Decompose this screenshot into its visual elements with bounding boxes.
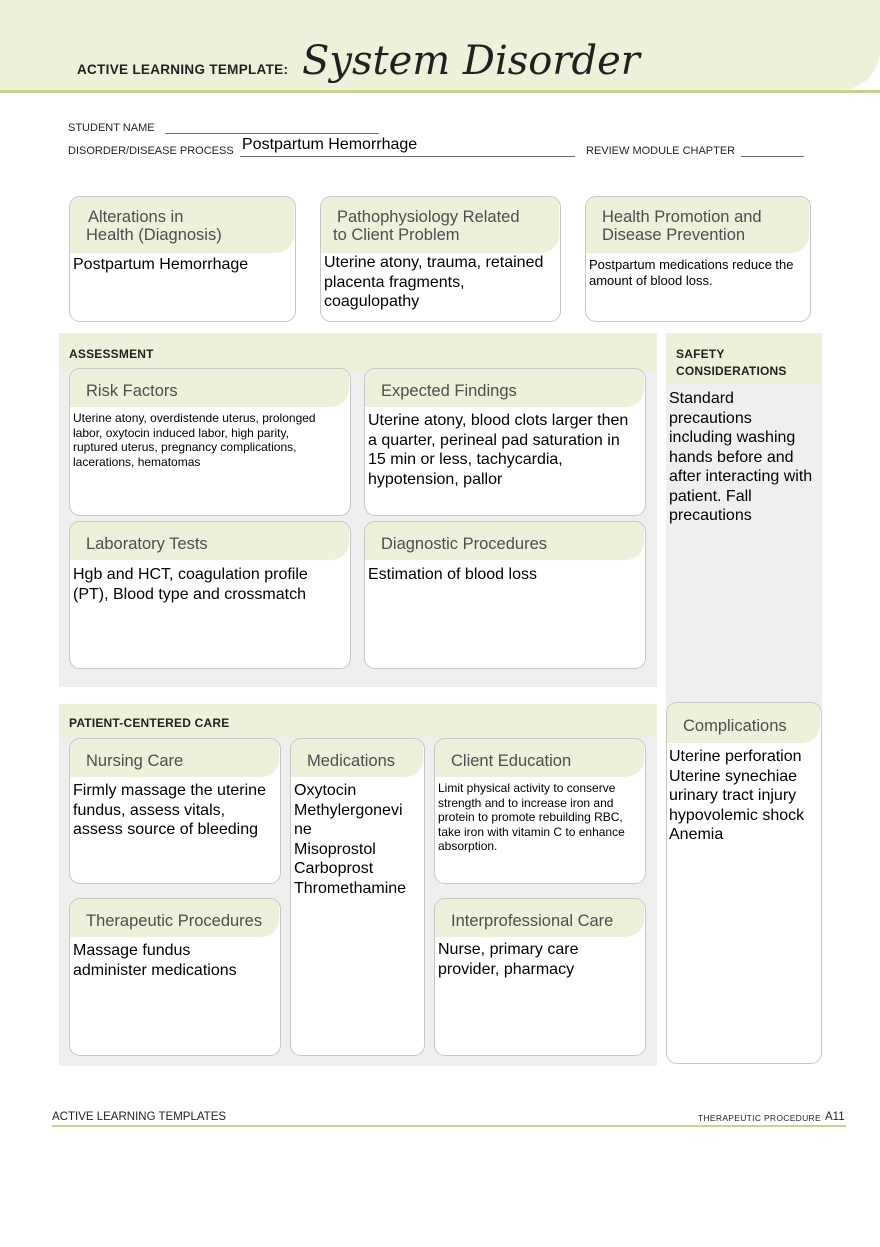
- complication-line: Anemia: [669, 826, 724, 843]
- medications-title: Medications: [291, 739, 423, 777]
- medication-line: ne: [294, 821, 312, 838]
- medication-line: Thromethamine: [294, 879, 407, 897]
- complications-box: [666, 702, 822, 1064]
- interprofessional-care-box: [434, 898, 646, 1056]
- alterations-title-line1: Alterations in: [88, 208, 184, 226]
- client-education-box: [434, 738, 646, 884]
- review-module-label: REVIEW MODULE CHAPTER: [586, 145, 736, 157]
- laboratory-tests-content: Hgb and HCT, coagulation profile (PT), Blood type and crossmatch: [73, 566, 308, 603]
- nursing-care-content: Firmly massage the uterine fundus, assess vitals, assess source of bleeding: [73, 782, 266, 838]
- client-education-title: Client Education: [435, 739, 644, 777]
- pathophysiology-title-line1: Pathophysiology Related: [337, 208, 520, 226]
- complication-line: urinary tract injury: [669, 787, 797, 804]
- pathophysiology-box: [320, 196, 561, 322]
- student-name-label: STUDENT NAME: [68, 122, 155, 134]
- therapeutic-procedures-content: [70, 937, 280, 980]
- risk-factors-box: [69, 368, 351, 516]
- student-name-field[interactable]: [165, 118, 379, 134]
- safety-heading-line1: SAFETY: [676, 347, 725, 361]
- alterations-title-line2: Health (Diagnosis): [86, 226, 222, 244]
- therapeutic-procedures-title: Therapeutic Procedures: [70, 899, 279, 937]
- disorder-field[interactable]: [240, 136, 575, 157]
- assessment-heading: ASSESSMENT: [69, 347, 154, 361]
- laboratory-tests-title: Laboratory Tests: [70, 522, 349, 560]
- review-module-field[interactable]: [741, 141, 804, 157]
- diagnostic-procedures-content: Estimation of blood loss: [368, 566, 537, 583]
- therapeutic-line: Massage fundus: [73, 942, 191, 959]
- complications-content: [667, 743, 821, 845]
- disorder-label: DISORDER/DISEASE PROCESS: [68, 145, 234, 157]
- template-label: ACTIVE LEARNING TEMPLATE:: [77, 62, 289, 77]
- diagnostic-procedures-title: Diagnostic Procedures: [365, 522, 644, 560]
- interprofessional-care-content: Nurse, primary care provider, pharmacy: [438, 941, 579, 978]
- expected-findings-content: Uterine atony, blood clots larger then a quarter, perineal pad saturation in 15 min or less, tachycardia, hypotension, pallor: [368, 412, 629, 488]
- expected-findings-box: [364, 368, 646, 516]
- risk-factors-title: Risk Factors: [70, 369, 349, 407]
- medication-line: Oxytocin: [294, 782, 357, 799]
- health-promotion-title-line1: Health Promotion and: [602, 208, 762, 226]
- complication-line: hypovolemic shock: [669, 806, 805, 824]
- medication-line: Methylergonevi: [294, 801, 403, 819]
- health-promotion-header: [586, 197, 809, 253]
- footer-section-label: THERAPEUTIC PROCEDURE: [698, 1113, 821, 1123]
- alterations-in-health-box: [69, 196, 296, 322]
- disorder-value: Postpartum Hemorrhage: [242, 136, 418, 153]
- template-title: System Disorder: [302, 38, 640, 84]
- patient-care-heading: PATIENT-CENTERED CARE: [69, 716, 230, 730]
- client-education-content: Limit physical activity to conserve strength and to increase iron and protein to promote rebuilding RBC, take iron with vitamin C to enhance absorption.: [438, 781, 625, 853]
- safety-content: Standard precautions including washing hands before and after interacting with patient. Fall precautions: [669, 390, 813, 524]
- safety-heading: [676, 346, 787, 380]
- alterations-content: Postpartum Hemorrhage: [73, 256, 249, 273]
- alterations-header: [70, 197, 294, 253]
- footer-page-number: A11: [825, 1111, 845, 1123]
- medication-line: Misoprostol: [294, 840, 376, 858]
- therapeutic-line: administer medications: [73, 961, 237, 979]
- medication-line: Carboprost: [294, 860, 374, 877]
- safety-panel: [666, 333, 822, 733]
- health-promotion-title-line2: Disease Prevention: [602, 226, 746, 244]
- diagnostic-procedures-box: [364, 521, 646, 669]
- laboratory-tests-box: [69, 521, 351, 669]
- footer-divider: [52, 1125, 846, 1127]
- therapeutic-procedures-box: [69, 898, 281, 1056]
- complication-line: Uterine synechiae: [669, 767, 798, 785]
- complications-title: Complications: [667, 703, 820, 743]
- pathophysiology-title-line2: to Client Problem: [333, 226, 460, 244]
- header-divider: [0, 90, 880, 93]
- complication-line: Uterine perforation: [669, 748, 802, 765]
- interprofessional-care-title: Interprofessional Care: [435, 899, 644, 937]
- pathophysiology-header: [321, 197, 559, 253]
- expected-findings-title: Expected Findings: [365, 369, 644, 407]
- footer-left-text: ACTIVE LEARNING TEMPLATES: [52, 1111, 227, 1123]
- health-promotion-box: [585, 196, 811, 322]
- medications-box: [290, 738, 425, 1056]
- safety-heading-line2: CONSIDERATIONS: [676, 364, 787, 378]
- pathophysiology-content: Uterine atony, trauma, retained placenta fragments, coagulopathy: [324, 254, 544, 310]
- nursing-care-title: Nursing Care: [70, 739, 279, 777]
- medications-content: [291, 777, 424, 898]
- risk-factors-content: Uterine atony, overdistende uterus, prolonged labor, oxytocin induced labor, high parity, ruptured uterus, pregnancy complications, lacerations, hematomas: [73, 411, 316, 469]
- health-promotion-content: Postpartum medications reduce the amount of blood loss.: [589, 257, 794, 288]
- nursing-care-box: [69, 738, 281, 884]
